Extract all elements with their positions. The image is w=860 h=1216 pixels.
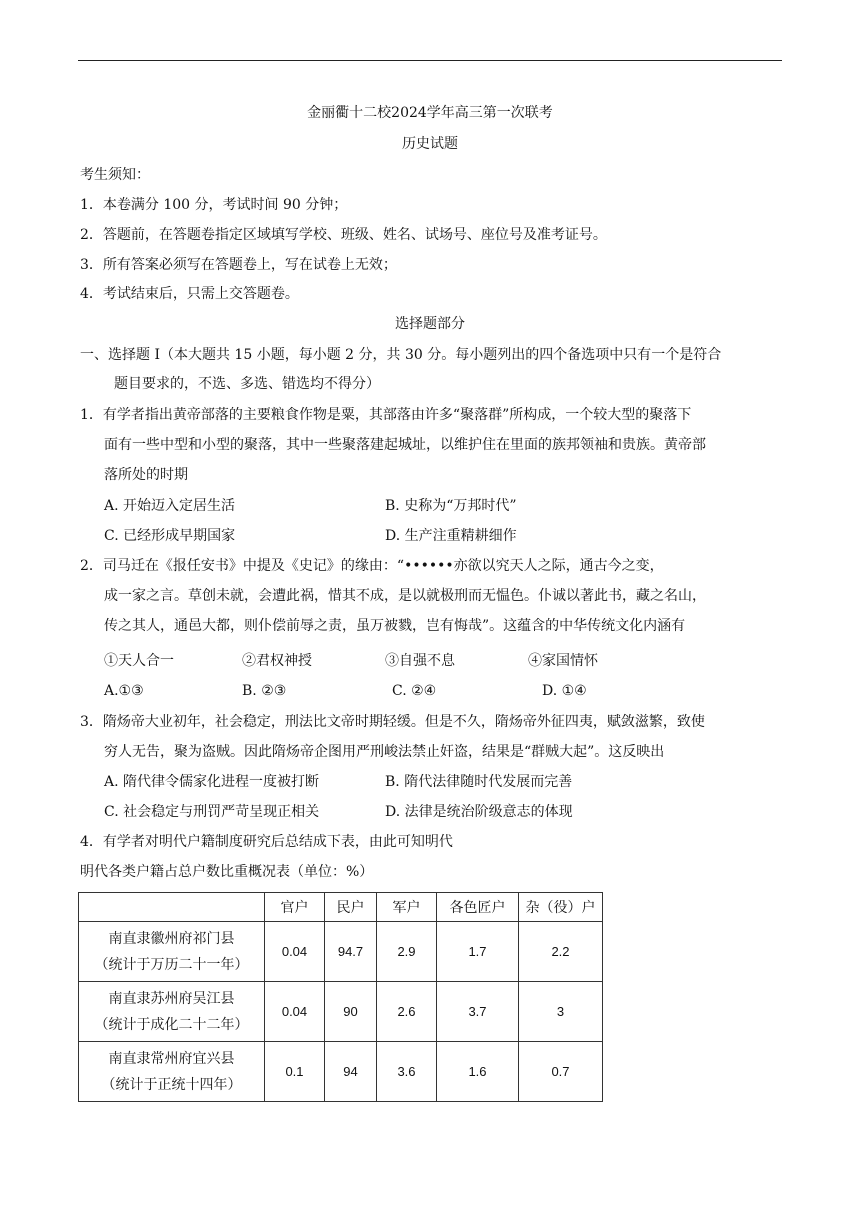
- notice-item: 2．答题前，在答题卷指定区域填写学校、班级、姓名、试场号、座位号及准考证号。: [80, 227, 607, 243]
- question-2-text: 2．司马迁在《报任安书》中提及《史记》的缘由：“••••••亦欲以究天人之际，通古今之变，: [80, 558, 664, 574]
- table-cell: 2.6: [377, 982, 437, 1042]
- table-cell: 0.7: [519, 1042, 603, 1102]
- header-rule: [78, 60, 782, 61]
- row-label-place: 南直隶常州府宜兴县: [108, 1050, 235, 1067]
- table-cell: 3: [519, 982, 603, 1042]
- exam-subject: 历史试题: [402, 136, 458, 152]
- table-header-row: [79, 893, 603, 922]
- notice-item: 3．所有答案必须写在答题卷上，写在试卷上无效；: [80, 257, 397, 273]
- table-cell: 0.04: [265, 982, 325, 1042]
- question-4-text: 4．有学者对明代户籍制度研究后总结成下表，由此可知明代: [80, 834, 453, 850]
- section-title: 选择题部分: [395, 316, 465, 332]
- question-2-text: 成一家之言。草创未就，会遭此祸，惜其不成，是以就极刑而无愠色。仆诚以著此书，藏之名山，: [104, 588, 706, 604]
- q3-option-c: C. 社会稳定与刑罚严苛呈现正相关: [104, 804, 320, 820]
- table-cell: 90: [325, 982, 377, 1042]
- notice-item: 1．本卷满分 100 分，考试时间 90 分钟；: [80, 197, 348, 213]
- table-cell: 2.9: [377, 922, 437, 982]
- question-1-text: 落所处的时期: [104, 467, 188, 483]
- q1-option-c: C. 已经形成早期国家: [104, 528, 236, 544]
- q1-option-b: B. 史称为“万邦时代”: [385, 498, 517, 514]
- q2-statement-4: ④家国情怀: [528, 653, 598, 669]
- table-header-cell: 民户: [325, 893, 377, 922]
- row-label-place: 南直隶徽州府祁门县: [108, 930, 235, 947]
- q2-option-a: A.①③: [104, 683, 144, 699]
- table-cell: 94: [325, 1042, 377, 1102]
- table-header-cell: 杂（役）户: [519, 893, 603, 922]
- table-cell: 3.6: [377, 1042, 437, 1102]
- table-row: [79, 982, 603, 1042]
- table-cell: 94.7: [325, 922, 377, 982]
- row-label: [79, 1042, 265, 1102]
- notice-heading: 考生须知：: [80, 167, 150, 183]
- section-instruction-cont: 题目要求的，不选、多选、错选均不得分）: [114, 376, 380, 392]
- row-label-date: （统计于成化二十二年）: [94, 1016, 249, 1033]
- q2-statement-3: ③自强不息: [385, 653, 455, 669]
- table-row: [79, 1042, 603, 1102]
- row-label: [79, 982, 265, 1042]
- question-2-text: 传之其人，通邑大都，则仆偿前辱之责，虽万被戮，岂有悔哉”。这蕴含的中华传统文化内涵有: [104, 618, 686, 634]
- q2-statement-2: ②君权神授: [242, 653, 312, 669]
- question-3-text: 3．隋炀帝大业初年，社会稳定，刑法比文帝时期轻缓。但是不久，隋炀帝外征四夷，赋敛滋繁，致使: [80, 714, 705, 730]
- table-cell: 1.6: [437, 1042, 519, 1102]
- question-1-text: 面有一些中型和小型的聚落，其中一些聚落建起城址，以维护住在里面的族邦领袖和贵族。黄帝部: [104, 437, 706, 453]
- table-header-cell: 军户: [377, 893, 437, 922]
- row-label-date: （统计于万历二十一年）: [94, 956, 249, 973]
- q2-option-b: B. ②③: [242, 683, 287, 699]
- row-label: [79, 922, 265, 982]
- table-cell: 0.04: [265, 922, 325, 982]
- section-instruction: 一、选择题 I（本大题共 15 小题，每小题 2 分，共 30 分。每小题列出的四个备选项中只有一个是符合: [80, 347, 722, 363]
- household-ratio-table: [78, 892, 603, 1102]
- q3-option-a: A. 隋代律令儒家化进程一度被打断: [104, 774, 320, 790]
- q1-option-d: D. 生产注重精耕细作: [385, 528, 517, 544]
- q3-option-b: B. 隋代法律随时代发展而完善: [385, 774, 573, 790]
- q2-option-c: C. ②④: [392, 683, 437, 699]
- exam-title: 金丽衢十二校2024学年高三第一次联考: [307, 105, 553, 121]
- q1-option-a: A. 开始迈入定居生活: [104, 498, 236, 514]
- q2-statement-1: ①天人合一: [104, 653, 174, 669]
- row-label-date: （统计于正统十四年）: [101, 1076, 242, 1093]
- table-caption: 明代各类户籍占总户数比重概况表（单位：%）: [80, 864, 374, 880]
- notice-item: 4．考试结束后，只需上交答题卷。: [80, 286, 299, 302]
- q2-option-d: D. ①④: [542, 683, 587, 699]
- row-label-place: 南直隶苏州府吴江县: [108, 990, 235, 1007]
- table-cell: 2.2: [519, 922, 603, 982]
- table-cell: 1.7: [437, 922, 519, 982]
- table-cell: 3.7: [437, 982, 519, 1042]
- table-header-cell: 官户: [265, 893, 325, 922]
- table-header-cell: [79, 893, 265, 922]
- q3-option-d: D. 法律是统治阶级意志的体现: [385, 804, 573, 820]
- table-header-cell: 各色匠户: [437, 893, 519, 922]
- question-3-text: 穷人无告，聚为盗贼。因此隋炀帝企图用严刑峻法禁止奸盗，结果是“群贼大起”。这反映出: [104, 744, 665, 760]
- question-1-text: 1．有学者指出黄帝部落的主要粮食作物是粟，其部落由许多“聚落群”所构成，一个较大型的聚落下: [80, 407, 692, 423]
- table-row: [79, 922, 603, 982]
- table-cell: 0.1: [265, 1042, 325, 1102]
